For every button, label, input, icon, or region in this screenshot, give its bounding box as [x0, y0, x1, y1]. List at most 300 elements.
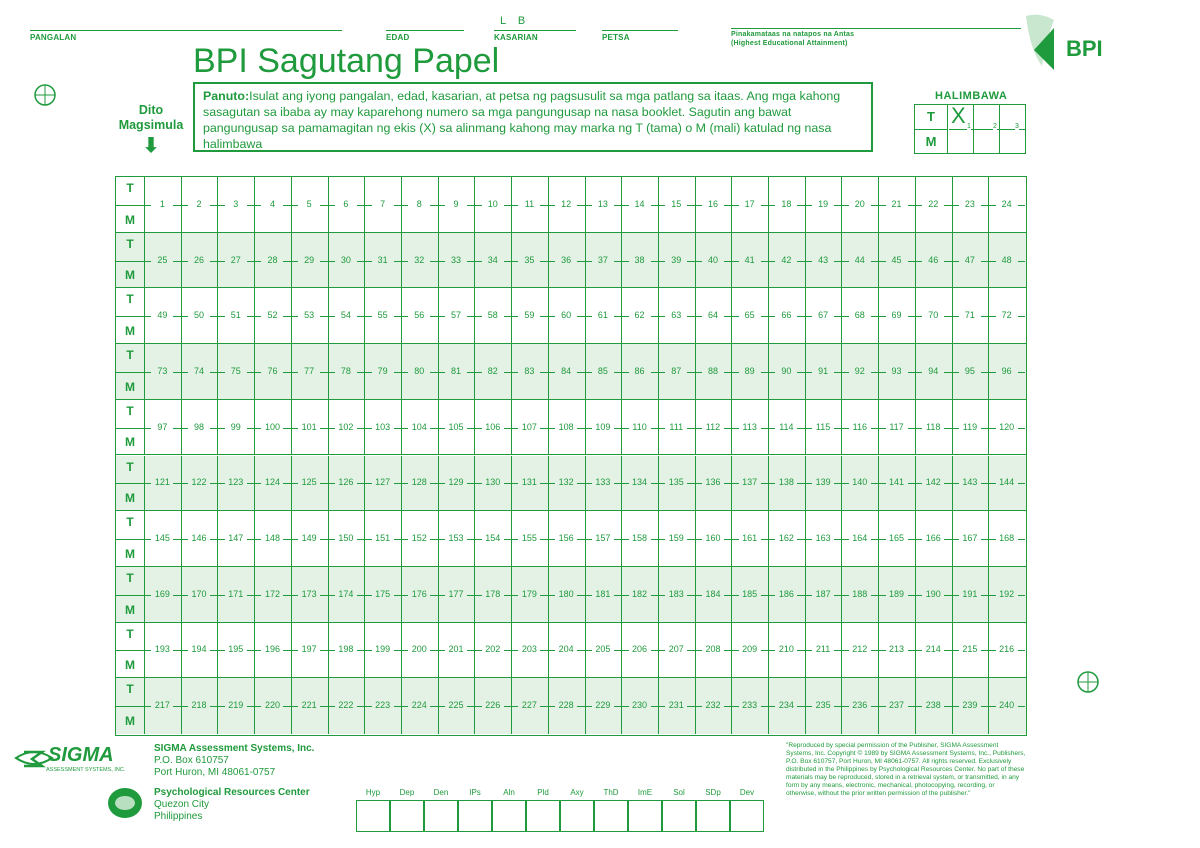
scale-label: Pld: [537, 788, 549, 797]
item-number: 238: [922, 700, 944, 710]
item-number: 31: [372, 255, 394, 265]
item-number: 98: [188, 422, 210, 432]
true-label: T: [126, 181, 134, 195]
sigma-addr1: P.O. Box 610757: [154, 755, 229, 766]
answer-row: [116, 288, 1026, 344]
item-number: 184: [702, 589, 724, 599]
item-number: 180: [555, 589, 577, 599]
item-number: 122: [188, 477, 210, 487]
item-number: 202: [482, 644, 504, 654]
age-line[interactable]: [386, 30, 464, 31]
date-label: PETSA: [602, 33, 630, 42]
scale-score-box[interactable]: [526, 800, 560, 832]
item-number: 65: [739, 310, 761, 320]
item-number: 227: [518, 700, 540, 710]
date-line[interactable]: [602, 30, 678, 31]
bpi-logo: [1020, 10, 1110, 72]
item-number: 203: [518, 644, 540, 654]
item-number: 74: [188, 366, 210, 376]
scale-score-box[interactable]: [560, 800, 594, 832]
item-number: 87: [665, 366, 687, 376]
item-number: 78: [335, 366, 357, 376]
item-number: 57: [445, 310, 467, 320]
example-box: [914, 104, 1026, 154]
item-number: 201: [445, 644, 467, 654]
item-number: 17: [739, 199, 761, 209]
item-number: 67: [812, 310, 834, 320]
item-number: 99: [225, 422, 247, 432]
item-number: 164: [849, 533, 871, 543]
item-number: 234: [775, 700, 797, 710]
item-number: 39: [665, 255, 687, 265]
item-number: 105: [445, 422, 467, 432]
item-number: 91: [812, 366, 834, 376]
crosshair-icon: [34, 84, 56, 106]
answer-row: [116, 456, 1026, 512]
item-number: 152: [408, 533, 430, 543]
item-number: 195: [225, 644, 247, 654]
item-number: 231: [665, 700, 687, 710]
item-number: 96: [996, 366, 1018, 376]
item-number: 80: [408, 366, 430, 376]
item-number: 232: [702, 700, 724, 710]
item-number: 81: [445, 366, 467, 376]
sex-label: KASARIAN: [494, 33, 538, 42]
scale-score-box[interactable]: [662, 800, 696, 832]
item-number: 171: [225, 589, 247, 599]
item-number: 177: [445, 589, 467, 599]
item-number: 106: [482, 422, 504, 432]
item-number: 82: [482, 366, 504, 376]
item-number: 48: [996, 255, 1018, 265]
item-number: 24: [996, 199, 1018, 209]
item-number: 147: [225, 533, 247, 543]
answer-row: [116, 233, 1026, 289]
item-number: 35: [518, 255, 540, 265]
item-number: 33: [445, 255, 467, 265]
item-number: 165: [886, 533, 908, 543]
item-number: 174: [335, 589, 357, 599]
registration-mark-left: [34, 84, 56, 106]
name-label: PANGALAN: [30, 33, 77, 42]
item-number: 72: [996, 310, 1018, 320]
item-number: 71: [959, 310, 981, 320]
item-number: 75: [225, 366, 247, 376]
name-line[interactable]: [30, 30, 342, 31]
scale-label: Hyp: [365, 788, 381, 797]
item-number: 6: [335, 199, 357, 209]
item-number: 117: [886, 422, 908, 432]
item-number: 142: [922, 477, 944, 487]
item-number: 183: [665, 589, 687, 599]
item-number: 187: [812, 589, 834, 599]
item-number: 143: [959, 477, 981, 487]
item-number: 198: [335, 644, 357, 654]
item-number: 21: [886, 199, 908, 209]
item-number: 148: [261, 533, 283, 543]
item-number: 92: [849, 366, 871, 376]
item-number: 186: [775, 589, 797, 599]
item-number: 134: [629, 477, 651, 487]
item-number: 10: [482, 199, 504, 209]
item-number: 20: [849, 199, 871, 209]
item-number: 159: [665, 533, 687, 543]
false-label: M: [125, 546, 135, 561]
item-number: 213: [886, 644, 908, 654]
scale-score-box[interactable]: [696, 800, 730, 832]
answer-grid: [115, 176, 1027, 736]
scale-score-box[interactable]: [594, 800, 628, 832]
item-number: 193: [151, 644, 173, 654]
item-number: 44: [849, 255, 871, 265]
item-number: 42: [775, 255, 797, 265]
item-number: 132: [555, 477, 577, 487]
copyright-notice: "Reproduced by special permission of the Publisher, SIGMA Assessment Systems, Inc. Copyright © 1989 by SIGMA Assessment Systems, Inc., Publishers, P.O. Box 610757, Port Huron, MI 48061-0757. All rights reserved. Exclusively distributed in the Philippines by Psychological Resources Center. No part of these materials may be reproduced, stored in a retrieval system, or transmitted, in any form by any means, electronic, mechanical, photocopying, recording, or otherwise, without the prior written permission of the publisher.": [786, 742, 1026, 797]
scale-label: Dep: [399, 788, 415, 797]
item-number: 60: [555, 310, 577, 320]
item-number: 199: [372, 644, 394, 654]
item-number: 224: [408, 700, 430, 710]
down-arrow-icon: ⬇: [142, 135, 160, 157]
item-number: 135: [665, 477, 687, 487]
true-label: T: [126, 459, 134, 474]
scale-label: Aln: [503, 788, 515, 797]
item-number: 30: [335, 255, 357, 265]
item-number: 215: [959, 644, 981, 654]
item-number: 209: [739, 644, 761, 654]
item-number: 109: [592, 422, 614, 432]
example-title: HALIMBAWA: [935, 90, 1008, 102]
scale-score-box[interactable]: [492, 800, 526, 832]
item-number: 216: [996, 644, 1018, 654]
item-number: 53: [298, 310, 320, 320]
item-number: 118: [922, 422, 944, 432]
item-number: 170: [188, 589, 210, 599]
item-number: 172: [261, 589, 283, 599]
item-number: 137: [739, 477, 761, 487]
scale-score-box[interactable]: [390, 800, 424, 832]
sigma-address: [154, 743, 314, 779]
item-number: 69: [886, 310, 908, 320]
item-number: 176: [408, 589, 430, 599]
item-number: 188: [849, 589, 871, 599]
false-label: M: [125, 212, 135, 227]
item-number: 149: [298, 533, 320, 543]
true-label: T: [126, 348, 134, 363]
item-number: 94: [922, 366, 944, 376]
item-number: 139: [812, 477, 834, 487]
false-label: M: [125, 268, 135, 283]
item-number: 115: [812, 422, 834, 432]
item-number: 189: [886, 589, 908, 599]
item-number: 59: [518, 310, 540, 320]
item-number: 151: [372, 533, 394, 543]
item-number: 211: [812, 644, 834, 654]
answer-row: [116, 177, 1026, 233]
item-number: 163: [812, 533, 834, 543]
prc-city: Quezon City: [154, 799, 210, 810]
item-number: 175: [372, 589, 394, 599]
item-number: 63: [665, 310, 687, 320]
scale-score-box[interactable]: [730, 800, 764, 832]
item-number: 214: [922, 644, 944, 654]
item-number: 73: [151, 366, 173, 376]
item-number: 128: [408, 477, 430, 487]
item-number: 157: [592, 533, 614, 543]
false-label: M: [125, 491, 135, 506]
item-number: 150: [335, 533, 357, 543]
item-number: 27: [225, 255, 247, 265]
item-number: 23: [959, 199, 981, 209]
registration-mark-right: [1077, 671, 1099, 693]
item-number: 155: [518, 533, 540, 543]
item-number: 207: [665, 644, 687, 654]
item-number: 219: [225, 700, 247, 710]
false-label: M: [125, 713, 135, 728]
item-number: 107: [518, 422, 540, 432]
item-number: 14: [629, 199, 651, 209]
item-number: 100: [261, 422, 283, 432]
item-number: 76: [261, 366, 283, 376]
item-number: 146: [188, 533, 210, 543]
item-number: 120: [996, 422, 1018, 432]
item-number: 161: [739, 533, 761, 543]
item-number: 104: [408, 422, 430, 432]
answer-row: [116, 344, 1026, 400]
item-number: 62: [629, 310, 651, 320]
item-number: 61: [592, 310, 614, 320]
item-number: 11: [518, 199, 540, 209]
example-number: 3: [1015, 123, 1019, 130]
item-number: 3: [225, 199, 247, 209]
item-number: 19: [812, 199, 834, 209]
sigma-logo-text: SIGMA: [48, 744, 114, 766]
item-number: 25: [151, 255, 173, 265]
item-number: 130: [482, 477, 504, 487]
item-number: 36: [555, 255, 577, 265]
item-number: 225: [445, 700, 467, 710]
scale-score-box[interactable]: [424, 800, 458, 832]
item-number: 68: [849, 310, 871, 320]
education-label: Pinakamataas na natapos na Antas: [731, 31, 855, 38]
item-number: 168: [996, 533, 1018, 543]
item-number: 101: [298, 422, 320, 432]
item-number: 178: [482, 589, 504, 599]
item-number: 102: [335, 422, 357, 432]
item-number: 158: [629, 533, 651, 543]
true-label: T: [126, 236, 134, 251]
item-number: 233: [739, 700, 761, 710]
item-number: 56: [408, 310, 430, 320]
item-number: 131: [518, 477, 540, 487]
item-number: 4: [261, 199, 283, 209]
item-number: 167: [959, 533, 981, 543]
true-label: T: [126, 570, 134, 585]
item-number: 54: [335, 310, 357, 320]
item-number: 239: [959, 700, 981, 710]
sex-line[interactable]: [494, 30, 576, 31]
false-label: M: [125, 324, 135, 339]
item-number: 22: [922, 199, 944, 209]
item-number: 93: [886, 366, 908, 376]
item-number: 51: [225, 310, 247, 320]
item-number: 136: [702, 477, 724, 487]
scale-label: Axy: [570, 788, 584, 797]
education-label-en: (Highest Educational Attainment): [731, 40, 848, 47]
item-number: 179: [518, 589, 540, 599]
item-number: 173: [298, 589, 320, 599]
item-number: 46: [922, 255, 944, 265]
item-number: 77: [298, 366, 320, 376]
scale-label: Sol: [673, 788, 685, 797]
answer-row: [116, 400, 1026, 456]
instructions-label: Panuto:: [203, 89, 250, 103]
item-number: 34: [482, 255, 504, 265]
scale-label: ThD: [603, 788, 619, 797]
item-number: 181: [592, 589, 614, 599]
prc-address: [154, 787, 310, 823]
item-number: 221: [298, 700, 320, 710]
example-mark: X: [951, 103, 966, 128]
item-number: 138: [775, 477, 797, 487]
answer-row: [116, 511, 1026, 567]
item-number: 206: [629, 644, 651, 654]
item-number: 58: [482, 310, 504, 320]
item-number: 114: [775, 422, 797, 432]
item-number: 16: [702, 199, 724, 209]
example-number: 2: [993, 123, 997, 130]
start-here-line1: Dito: [138, 103, 164, 117]
item-number: 45: [886, 255, 908, 265]
item-number: 32: [408, 255, 430, 265]
item-number: 1: [151, 199, 173, 209]
instructions-text: Isulat ang iyong pangalan, edad, kasarian, at petsa ng pagsusulit sa mga patlang sa itaas. Ang mga kahong sasagutan sa ibaba ay may kaparehong numero sa mga pangungusap na nasa booklet. Sagutin ang bawat pangungusap sa pamamagitan ng ekis (X) sa alinmang kahong may marka ng T (tama) o M (mali) katulad ng nasa halimbawa: [203, 89, 841, 151]
item-number: 127: [372, 477, 394, 487]
start-here: [112, 103, 190, 159]
item-number: 9: [445, 199, 467, 209]
item-number: 196: [261, 644, 283, 654]
scale-label: SDp: [705, 788, 721, 797]
item-number: 64: [702, 310, 724, 320]
item-number: 79: [372, 366, 394, 376]
item-number: 50: [188, 310, 210, 320]
item-number: 52: [261, 310, 283, 320]
item-number: 235: [812, 700, 834, 710]
item-number: 226: [482, 700, 504, 710]
item-number: 124: [261, 477, 283, 487]
example-true-label: T: [927, 109, 935, 124]
sigma-name: SIGMA Assessment Systems, Inc.: [154, 743, 315, 754]
item-number: 40: [702, 255, 724, 265]
start-here-line2: Magsimula: [118, 118, 184, 132]
crosshair-icon: [1077, 671, 1099, 693]
item-number: 191: [959, 589, 981, 599]
item-number: 218: [188, 700, 210, 710]
item-number: 236: [849, 700, 871, 710]
item-number: 116: [849, 422, 871, 432]
item-number: 129: [445, 477, 467, 487]
item-number: 113: [739, 422, 761, 432]
item-number: 49: [151, 310, 173, 320]
item-number: 119: [959, 422, 981, 432]
item-number: 220: [261, 700, 283, 710]
scale-label: ImE: [637, 788, 653, 797]
scale-score-box[interactable]: [458, 800, 492, 832]
item-number: 55: [372, 310, 394, 320]
item-number: 8: [408, 199, 430, 209]
item-number: 47: [959, 255, 981, 265]
item-number: 84: [555, 366, 577, 376]
sigma-addr2: Port Huron, MI 48061-0757: [154, 767, 276, 778]
prc-logo: [106, 786, 144, 820]
item-number: 237: [886, 700, 908, 710]
answer-row: [116, 623, 1026, 679]
item-number: 154: [482, 533, 504, 543]
item-number: 97: [151, 422, 173, 432]
item-number: 66: [775, 310, 797, 320]
item-number: 125: [298, 477, 320, 487]
education-line[interactable]: [731, 28, 1021, 29]
false-label: M: [125, 602, 135, 617]
item-number: 121: [151, 477, 173, 487]
item-number: 126: [335, 477, 357, 487]
item-number: 5: [298, 199, 320, 209]
sex-options: L B: [500, 15, 526, 27]
item-number: 208: [702, 644, 724, 654]
item-number: 229: [592, 700, 614, 710]
item-number: 28: [261, 255, 283, 265]
item-number: 15: [665, 199, 687, 209]
item-number: 230: [629, 700, 651, 710]
sigma-logo: [14, 744, 149, 778]
instructions-box: [193, 82, 873, 152]
answer-row: [116, 567, 1026, 623]
age-label: EDAD: [386, 33, 410, 42]
scale-label: Dev: [739, 788, 755, 797]
scale-label: IPs: [469, 788, 481, 797]
true-label: T: [126, 682, 134, 697]
item-number: 140: [849, 477, 871, 487]
item-number: 103: [372, 422, 394, 432]
item-number: 26: [188, 255, 210, 265]
item-number: 240: [996, 700, 1018, 710]
item-number: 160: [702, 533, 724, 543]
item-number: 144: [996, 477, 1018, 487]
item-number: 111: [665, 422, 687, 432]
scale-score-box[interactable]: [356, 800, 390, 832]
scale-score-box[interactable]: [628, 800, 662, 832]
item-number: 223: [372, 700, 394, 710]
item-number: 228: [555, 700, 577, 710]
item-number: 217: [151, 700, 173, 710]
item-number: 190: [922, 589, 944, 599]
item-number: 12: [555, 199, 577, 209]
item-number: 41: [739, 255, 761, 265]
true-label: T: [126, 292, 134, 307]
item-number: 182: [629, 589, 651, 599]
true-label: T: [126, 403, 134, 418]
item-number: 110: [629, 422, 651, 432]
item-number: 18: [775, 199, 797, 209]
item-number: 38: [629, 255, 651, 265]
item-number: 43: [812, 255, 834, 265]
item-number: 37: [592, 255, 614, 265]
example-number: 1: [967, 123, 971, 130]
false-label: M: [125, 435, 135, 450]
item-number: 162: [775, 533, 797, 543]
item-number: 194: [188, 644, 210, 654]
item-number: 204: [555, 644, 577, 654]
